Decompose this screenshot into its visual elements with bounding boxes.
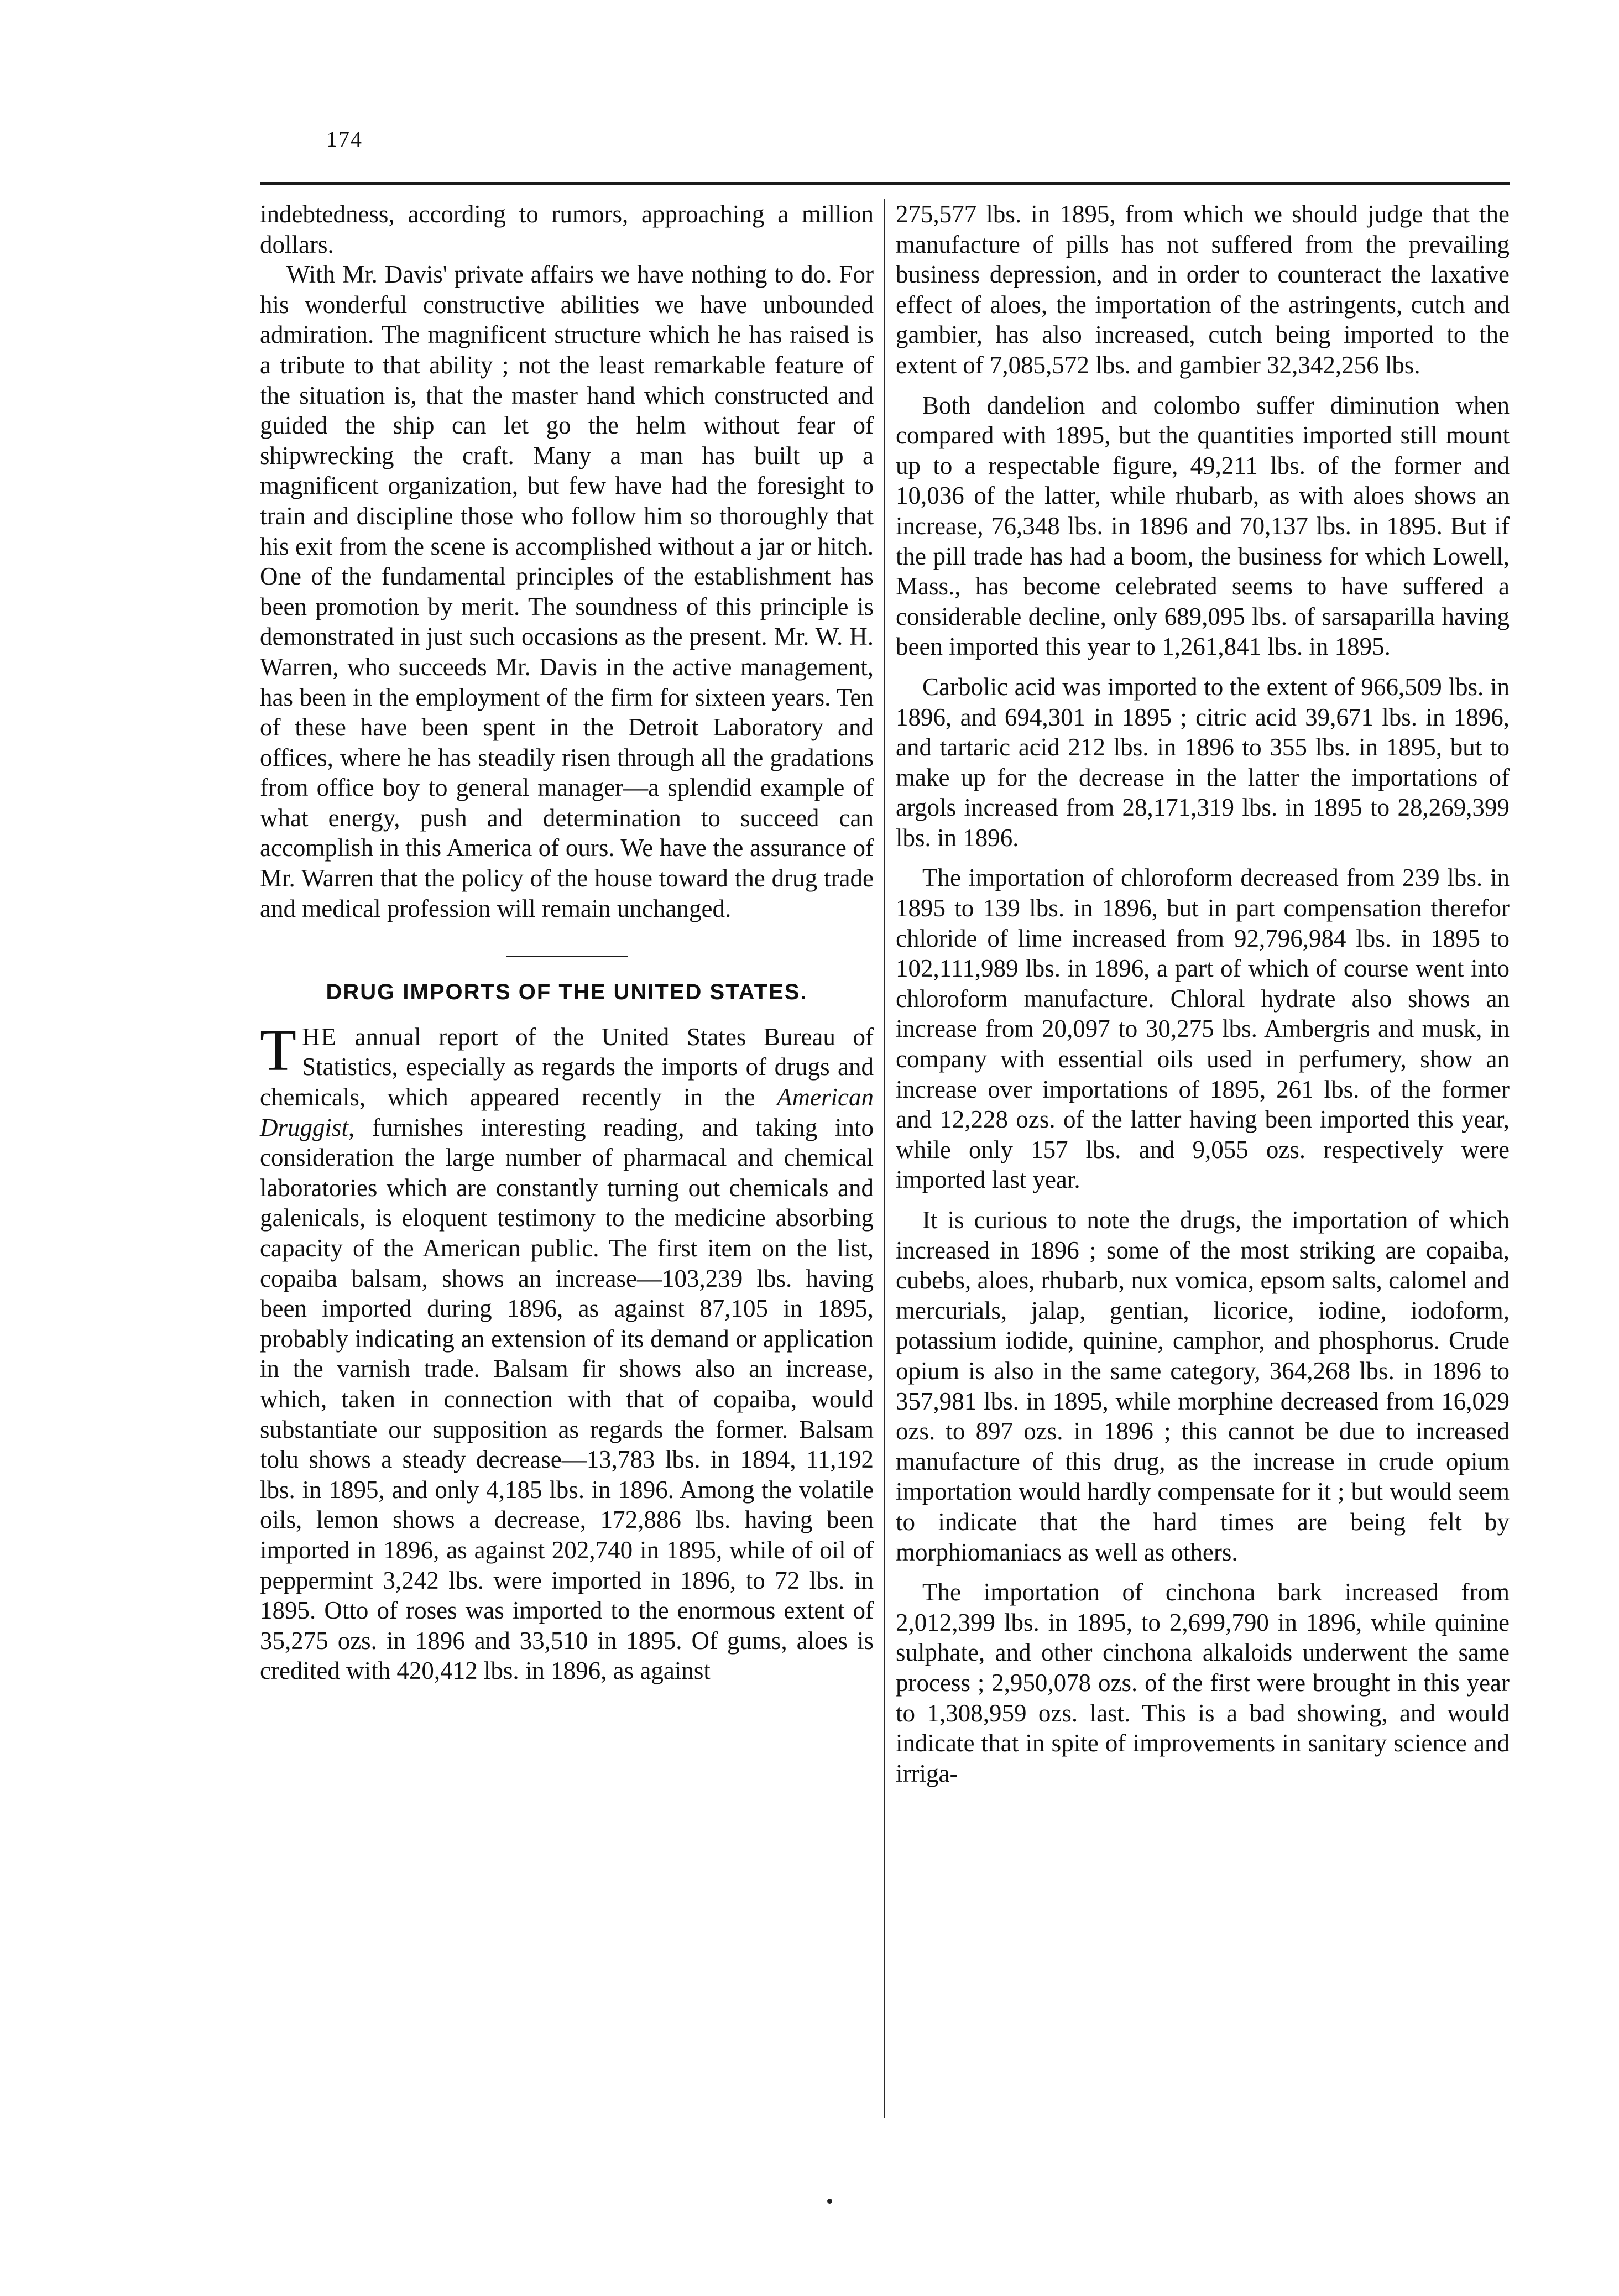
right-para-4: The importation of chloroform decreased from 239 lbs. in 1895 to 139 lbs. in 1896, but in part compensation therefor chloride of lime increased from 92,796,984 lbs. in 1895 to 102,111,989 lbs. in 1896, a part of which of course went into chloroform manufacture. Chloral hydrate also shows an increase from 20,097 to 30,275 lbs. Ambergris and musk, in company with essential oils used in perfumery, show an increase over importations of 1895, 261 lbs. of the former and 12,228 ozs. of the latter having been imported this year, while only 157 lbs. and 9,055 ozs. respectively were imported last year. bbox=[896, 864, 1510, 1194]
right-para-5: It is curious to note the drugs, the importation of which increased in 1896 ; some of the most striking are copaiba, cubebs, aloes, rhubarb, nux vomica, epsom salts, calomel and mercurials, jalap, gentian, licorice, iodine, iodoform, potassium iodide, quinine, camphor, and phosphorus. Crude opium is also in the same category, 364,268 lbs. in 1896 to 357,981 lbs. in 1895, while morphine decreased from 16,029 ozs. to 897 ozs. in 1896 ; this cannot be due to increased manufacture of this drug, as the increase in crude opium importation would hardly compensate for it ; but would seem to indicate that the hard times are being felt by morphiomaniacs as well as others. bbox=[896, 1206, 1510, 1566]
header-rule bbox=[260, 182, 1510, 185]
article-lead: HE bbox=[301, 1022, 337, 1051]
article-text-1: annual report of the United States Bureau of Statistics, especially as regards the imports of drugs and chemicals, which appeared recently in the bbox=[260, 1022, 874, 1112]
drop-cap: T bbox=[260, 1017, 296, 1083]
section-heading: DRUG IMPORTS OF THE UNITED STATES. bbox=[326, 980, 808, 1005]
section-divider bbox=[506, 956, 628, 957]
right-para-2: Both dandelion and colombo suffer diminution when compared with 1895, but the quantities imported still mount up to a respectable figure, 49,211 lbs. of the former and 10,036 of the latter, while rhubarb, as with aloes shows an increase, 76,348 lbs. in 1896 and 70,137 lbs. in 1895. But if the pill trade has had a boom, the business for which Lowell, Mass., has become celebrated seems to have suffered a considerable decline, only 689,095 lbs. of sarsaparilla having been imported this year to 1,261,841 lbs. in 1895. bbox=[896, 391, 1510, 661]
right-para-3: Carbolic acid was imported to the extent of 966,509 lbs. in 1896, and 694,301 in 1895 ; citric acid 39,671 lbs. in 1896, and tartaric acid 212 lbs. in 1896 to 355 lbs. in 1895, but to make up for the decrease in the latter the importations of argols increased from 28,171,319 lbs. in 1895 to 28,269,399 lbs. in 1896. bbox=[896, 672, 1510, 852]
left-column bbox=[260, 199, 874, 1686]
right-para-6: The importation of cinchona bark increased from 2,012,399 lbs. in 1895, to 2,699,790 in 1896, while quinine sulphate, and other cinchona alkaloids underwent the same process ; 2,950,078 ozs. of the first were brought in this year to 1,308,959 ozs. last. This is a bad showing, and would indicate that in spite of improvements in sanitary science and irriga- bbox=[896, 1578, 1510, 1787]
left-para-1: indebtedness, according to rumors, approaching a million dollars. bbox=[260, 200, 874, 258]
column-divider bbox=[884, 199, 885, 2118]
footer-dot bbox=[827, 2199, 832, 2204]
article-para-1 bbox=[260, 1017, 874, 1686]
right-para-1: 275,577 lbs. in 1895, from which we should judge that the manufacture of pills has not suffered from the prevailing business depression, and in order to counteract the laxative effect of aloes, the importation of the astringents, cutch and gambier, has also increased, cutch being imported to the extent of 7,085,572 lbs. and gambier 32,342,256 lbs. bbox=[896, 200, 1510, 379]
right-column bbox=[896, 199, 1510, 1788]
publication-title: American Druggist bbox=[260, 1083, 874, 1141]
article-text-2: , furnishes interesting reading, and taking into consideration the large number of pharmacal and chemical laboratories which are constantly turning out chemicals and galenicals, is eloquent testimony to the medicine absorbing capacity of the American public. The first item on the list, copaiba balsam, shows an increase—103,239 lbs. having been imported during 1896, as against 87,105 in 1895, probably indicating an extension of its demand or application in the varnish trade. Balsam fir shows also an increase, which, taken in connection with that of copaiba, would substantiate our supposition as regards the former. Balsam tolu shows a steady decrease—13,783 lbs. in 1894, 11,192 lbs. in 1895, and only 4,185 lbs. in 1896. Among the volatile oils, lemon shows a decrease, 172,886 lbs. having been imported in 1896, as against 202,740 in 1895, while of oil of peppermint 3,242 lbs. were imported in 1896, to 72 lbs. in 1895. Otto of roses was imported to the enormous extent of 35,275 ozs. in 1896 and 33,510 in 1895. Of gums, aloes is credited with 420,412 lbs. in 1896, as against bbox=[260, 1113, 874, 1685]
page-number: 174 bbox=[326, 127, 363, 152]
left-para-2: With Mr. Davis' private affairs we have nothing to do. For his wonderful constructive abilities we have unbounded admiration. The magnificent structure which he has raised is a tribute to that ability ; not the least remarkable feature of the situation is, that the master hand which constructed and guided the ship can let go the helm without fear of shipwrecking the craft. Many a man has built up a magnificent organization, but few have had the foresight to train and discipline those who follow him so thoroughly that his exit from the scene is accomplished without a jar or hitch. One of the fundamental principles of the establishment has been promotion by merit. The soundness of this principle is demonstrated in just such occasions as the present. Mr. W. H. Warren, who succeeds Mr. Davis in the active management, has been in the employment of the firm for sixteen years. Ten of these have been spent in the Detroit Laboratory and offices, where he has steadily risen through all the gradations from office boy to general manager—a splendid example of what energy, push and determination to succeed can accomplish in this America of ours. We have the assurance of Mr. Warren that the policy of the house toward the drug trade and medical profession will remain unchanged. bbox=[260, 260, 874, 922]
